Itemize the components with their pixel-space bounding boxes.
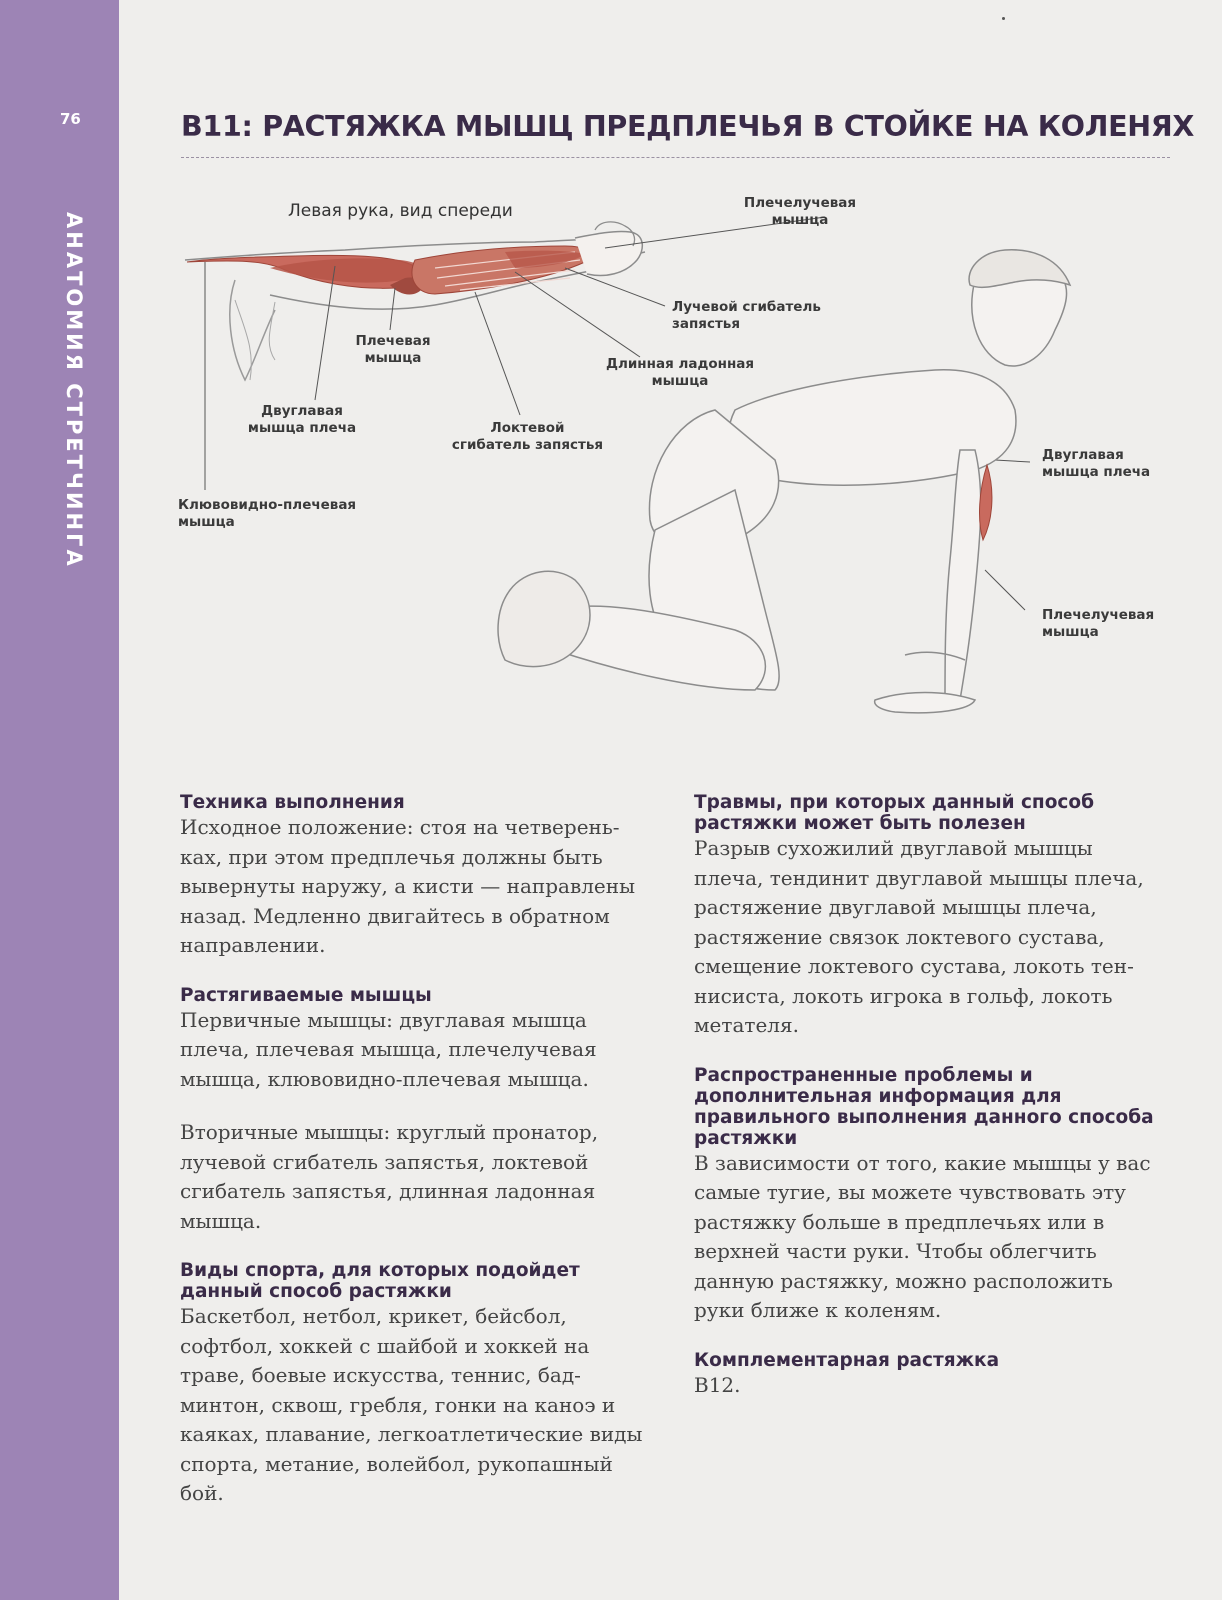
section-complementary <box>694 1350 1164 1401</box>
label-line: Плечелучевая <box>1042 607 1155 623</box>
label-line: Лучевой сгибатель <box>672 299 821 315</box>
label-line: сгибатель запястья <box>451 437 604 453</box>
section-sports <box>180 1260 650 1509</box>
label-line: Локтевой <box>490 420 565 436</box>
label-line: Плечевая <box>355 333 431 349</box>
label-brachialis <box>343 333 443 367</box>
figure-caption: Левая рука, вид спереди <box>288 201 513 221</box>
label-line: Двуглавая <box>261 403 343 419</box>
sidebar-band <box>0 0 119 1600</box>
section-text: Вторичные мышцы: круглый пронатор, лучевой сгибатель запястья, локтевой сгибатель запястья, длинная ладонная мышца. <box>180 1120 599 1233</box>
section-heading: Комплементарная растяжка <box>694 1349 1000 1371</box>
page-number: 76 <box>60 110 81 128</box>
section-text: Исходное положение: стоя на четвереньках, при этом предплечья должны быть вывернуты наружу, а кисти — направлены назад. Медленно двигайтесь в обратном направлении. <box>180 815 635 957</box>
section-text: Разрыв сухожилий двуглавой мышцы плеча, тендинит двуглавой мышцы плеча, растяжение двуглавой мышцы плеча, растяжение связок локтевого сустава, смещение локтевого сустава, локоть теннисиста, локоть игрока в гольф, локоть метателя. <box>694 836 1144 1037</box>
section-text: В зависимости от того, какие мышцы у вас самые тугие, вы можете чувствовать эту растяжку больше в предплечьях или в верхней части руки. Чтобы облегчить данную растяжку, можно расположить руки ближе к коленям. <box>694 1150 1151 1322</box>
section-heading: Травмы, при которых данный способ растяжки может быть полезен <box>694 792 1095 834</box>
label-brachioradialis-right <box>1042 607 1154 641</box>
speck <box>1002 17 1005 20</box>
label-line: Клювовидно-плечевая <box>178 497 357 513</box>
label-line: Длинная ладонная <box>605 356 755 372</box>
section-heading: Растягиваемые мышцы <box>180 984 432 1006</box>
anatomy-illustration <box>175 190 1175 750</box>
section-text: Первичные мышцы: двуглавая мышца плеча, плечевая мышца, плечелучевая мышца, клювовидно-плечевая мышца. <box>180 1007 597 1091</box>
label-flexor-carpi-radialis <box>672 299 821 333</box>
label-line: мышца <box>771 212 829 228</box>
label-line: мышца <box>364 350 422 366</box>
section-text: B12. <box>694 1372 741 1397</box>
label-coracobrachialis <box>178 497 356 531</box>
label-line: Плечелучевая <box>743 195 857 211</box>
label-line: Двуглавая <box>1042 447 1124 463</box>
section-heading: Техника выполнения <box>180 792 405 813</box>
section-heading: Виды спорта, для которых подойдет данный способ растяжки <box>180 1260 580 1302</box>
label-line: мышца <box>178 514 235 530</box>
section-heading: Распространенные проблемы и дополнительная информация для правильного выполнения данного способа растяжки <box>694 1064 1154 1149</box>
label-biceps-right <box>1042 447 1150 481</box>
label-line: мышца плеча <box>1042 464 1151 480</box>
section-title-vertical: АНАТОМИЯ СТРЕТЧИНГА <box>62 212 86 569</box>
section-injuries <box>694 792 1164 1041</box>
label-line: мышца <box>651 373 709 389</box>
label-line: мышца <box>1042 624 1099 640</box>
left-column <box>180 792 650 1533</box>
biceps-highlight <box>980 465 992 540</box>
section-stretched-muscles <box>180 985 650 1095</box>
label-line: мышца плеча <box>247 420 357 436</box>
label-flexor-carpi-ulnaris <box>450 420 605 454</box>
label-biceps-left <box>247 403 357 437</box>
title-rule <box>181 157 1170 158</box>
label-palmaris-longus <box>595 356 765 390</box>
section-text: Баскетбол, нетбол, крикет, бейсбол, софтбол, хоккей с шайбой и хоккей на траве, боевые искусства, теннис, бадминтон, сквош, гребля, гонки на каноэ и каяках, плавание, легкоатлетические виды спорта, метание, волейбол, рукопашный бой. <box>180 1304 643 1505</box>
section-secondary-muscles <box>180 1118 650 1236</box>
label-line: запястья <box>672 316 740 332</box>
section-technique <box>180 792 650 961</box>
right-column <box>694 792 1164 1424</box>
section-common-problems <box>694 1065 1164 1326</box>
anatomy-figure <box>175 190 1175 750</box>
page-title: B11: РАСТЯЖКА МЫШЦ ПРЕДПЛЕЧЬЯ В СТОЙКЕ НА КОЛЕНЯХ <box>181 110 1195 143</box>
label-brachioradialis-top <box>705 195 895 229</box>
